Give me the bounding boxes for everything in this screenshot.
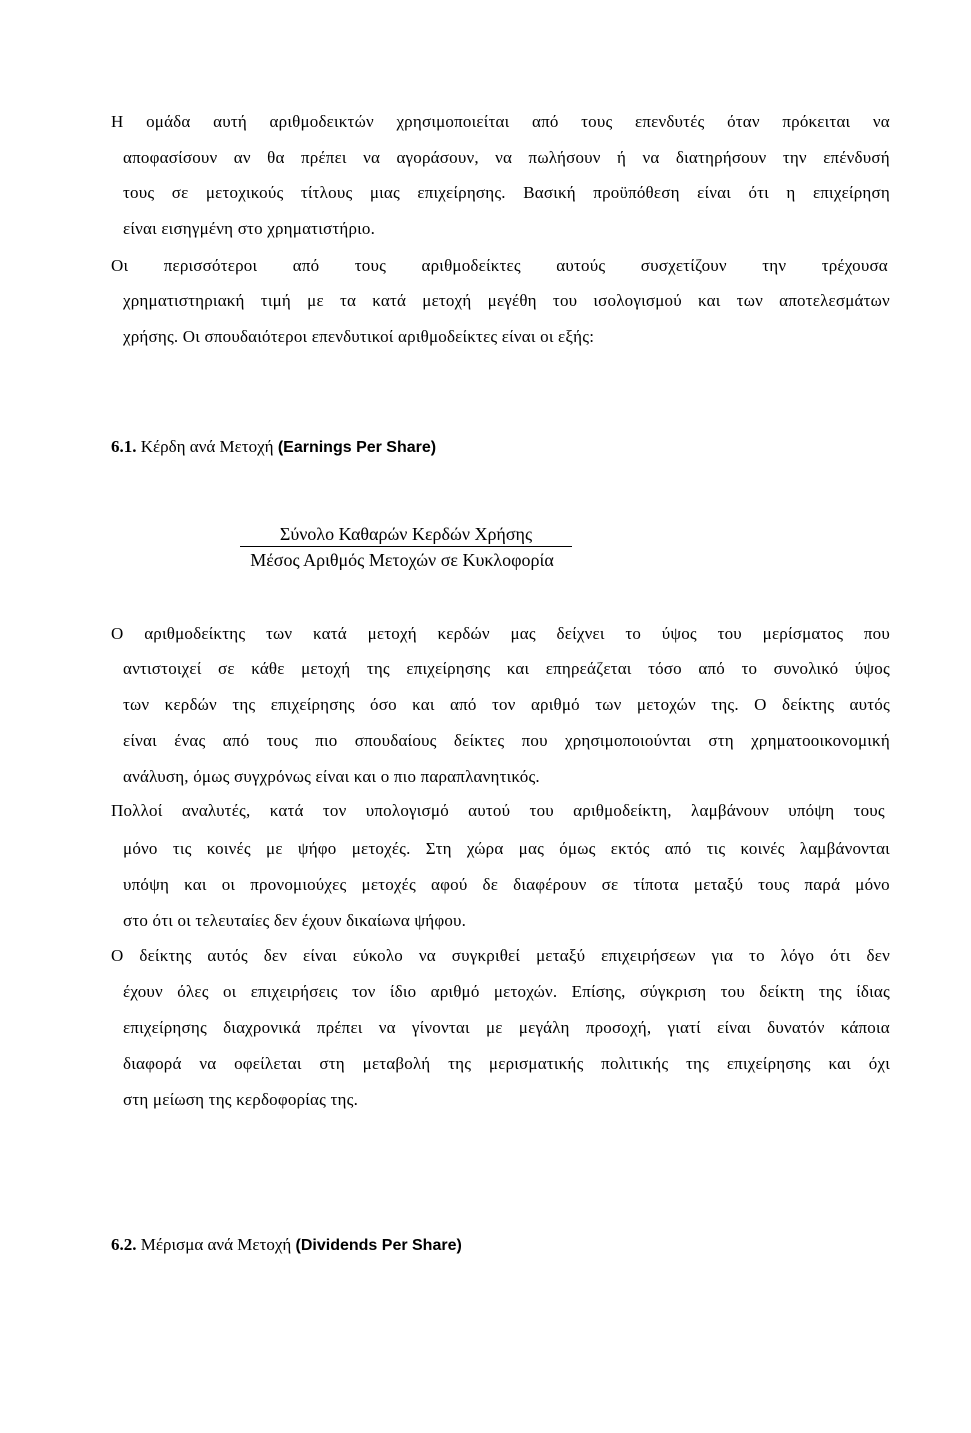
paragraph3-line-5: ανάλυση, όμως συγχρόνως είναι και ο πιο παραπλανητικός. [123,767,540,786]
paragraph1-line-4: είναι εισηγμένη στο χρηματιστήριο. [123,219,376,238]
section-6-2-number: 6.2. [111,1235,137,1254]
paragraph1-line-3: τους σε μετοχικούς τίτλους μιας επιχείρησης. Βασική προϋπόθεση είναι ότι η επιχείρηση [123,183,890,202]
section-6-1-number: 6.1. [111,437,137,456]
paragraph3-line-4: είναι ένας από τους πιο σπουδαίους δείκτες που χρησιμοποιούνται στη χρηματοοικονομική [123,731,890,750]
section-6-1-heading [111,436,436,459]
paragraph4-line-1: Πολλοί αναλυτές, κατά τον υπολογισμό αυτού του αριθμοδείκτη, λαμβάνουν υπόψη τους [111,801,885,820]
paragraph5-line-4: διαφορά να οφείλεται στη μεταβολή της μερισματικής πολιτικής της επιχείρησης και όχι [123,1054,890,1073]
section-6-2-title-en: (Dividends Per Share) [295,1237,462,1254]
section-6-1-title-gr: Κέρδη ανά Μετοχή [140,437,274,456]
eps-formula [222,523,582,571]
section-6-1-title-en: (Earnings Per Share) [277,439,437,456]
paragraph2-line-3: χρήσης. Οι σπουδαιότεροι επενδυτικοί αριθμοδείκτες είναι οι εξής: [123,327,595,346]
paragraph2-line-1: Οι περισσότεροι από τους αριθμοδείκτες αυτούς συσχετίζουν την τρέχουσα [111,256,888,275]
paragraph1-line-1: Η ομάδα αυτή αριθμοδεικτών χρησιμοποιείται από τους επενδυτές όταν πρόκειται να [111,112,890,131]
paragraph2-line-2: χρηματιστηριακή τιμή με τα κατά μετοχή μεγέθη του ισολογισμού και των αποτελεσμάτων [123,291,890,310]
formula-denominator: Μέσος Αριθμός Μετοχών σε Κυκλοφορία [250,550,554,570]
paragraph5-line-2: έχουν όλες οι επιχειρήσεις τον ίδιο αριθμό μετοχών. Επίσης, σύγκριση του δείκτη της ίδιας [123,982,890,1001]
paragraph3-line-2: αντιστοιχεί σε κάθε μετοχή της επιχείρησης και επηρεάζεται τόσο από το συνολικό ύψος [123,659,890,678]
section-6-2-title-gr: Μέρισμα ανά Μετοχή [140,1235,292,1254]
paragraph5-line-5: στη μείωση της κερδοφορίας της. [123,1090,359,1109]
paragraph4-line-4: στο ότι οι τελευταίες δεν έχουν δικαίωνα ψήφου. [123,911,467,930]
formula-numerator: Σύνολο Καθαρών Κερδών Χρήσης [240,523,572,547]
section-6-2-heading [111,1234,462,1257]
paragraph3-line-1: Ο αριθμοδείκτης των κατά μετοχή κερδών μας δείχνει το ύψος του μερίσματος που [111,624,890,643]
paragraph4-line-3: υπόψη και οι προνομιούχες μετοχές αφού δε διαφέρουν σε τίποτα μεταξύ τους παρά μόνο [123,875,890,894]
paragraph5-line-3: επιχείρησης διαχρονικά πρέπει να γίνονται με μεγάλη προσοχή, γιατί είναι δυνατόν κάποια [123,1018,890,1037]
paragraph1-line-2: αποφασίσουν αν θα πρέπει να αγοράσουν, να πωλήσουν ή να διατηρήσουν την επένδυσή [123,148,890,167]
paragraph4-line-2: μόνο τις κοινές με ψήφο μετοχές. Στη χώρα μας όμως εκτός από τις κοινές λαμβάνονται [123,839,890,858]
paragraph3-line-3: των κερδών της επιχείρησης όσο και από τον αριθμό των μετοχών της. Ο δείκτης αυτός [123,695,890,714]
paragraph5-line-1: Ο δείκτης αυτός δεν είναι εύκολο να συγκριθεί μεταξύ επιχειρήσεων για το λόγο ότι δεν [111,946,890,965]
